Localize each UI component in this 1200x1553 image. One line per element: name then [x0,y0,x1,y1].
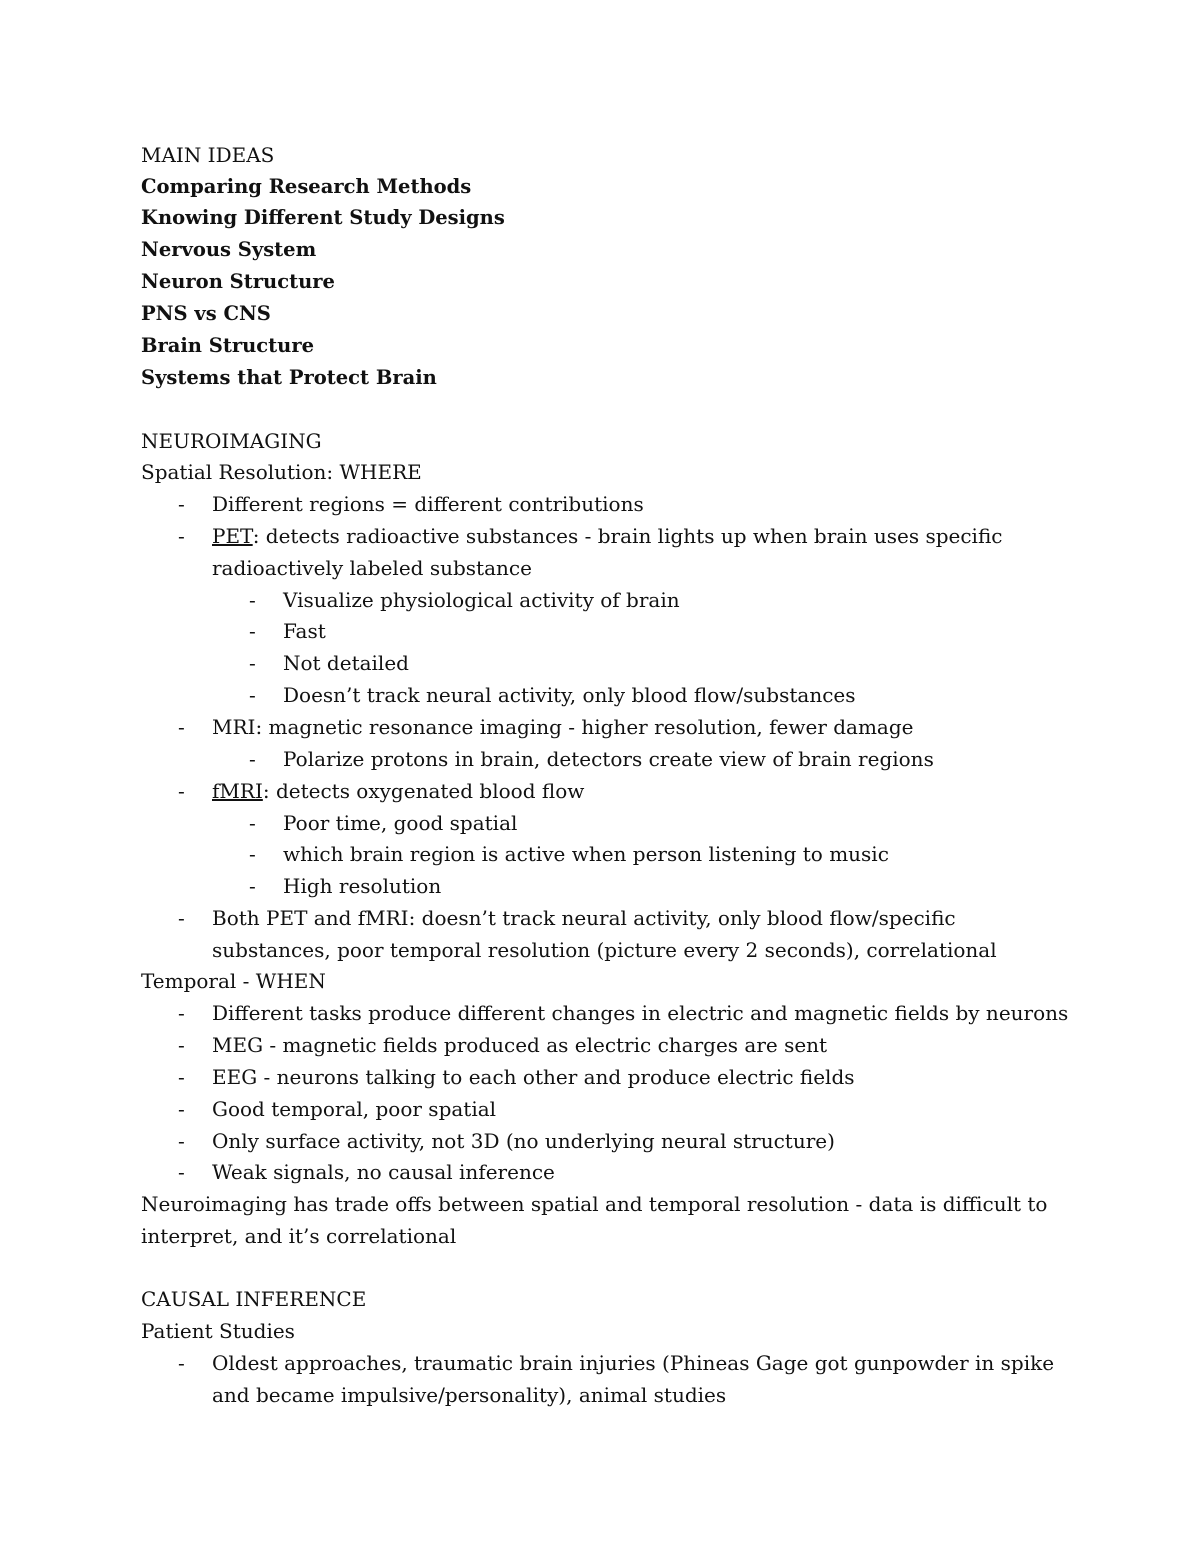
list-item: Both PET and fMRI: doesn’t track neural activity, only blood flow/specific [212,906,956,930]
main-idea-item: Knowing Different Study Designs [141,206,505,229]
main-idea-item: Systems that Protect Brain [141,366,437,389]
list-item: Different regions = different contributions [212,492,644,516]
fmri-term: fMRI [212,779,263,803]
bullet-dash: - [178,492,185,516]
bullet-dash: - [178,779,185,803]
bullet-dash: - [178,715,185,739]
list-item: Oldest approaches, traumatic brain injuries (Phineas Gage got gunpowder in spike [212,1351,1055,1375]
bullet-dash: - [249,683,256,707]
pet-description: : detects radioactive substances - brain lights up when brain uses specific [252,524,1003,548]
sub-list-item: Polarize protons in brain, detectors create view of brain regions [283,747,934,771]
bullet-dash: - [249,588,256,612]
summary-paragraph-continuation: interpret, and it’s correlational [141,1224,457,1248]
bullet-dash: - [178,524,185,548]
main-idea-item: Neuron Structure [141,270,335,293]
main-ideas-heading: MAIN IDEAS [141,143,275,167]
main-idea-item: PNS vs CNS [141,302,271,325]
summary-paragraph: Neuroimaging has trade offs between spatial and temporal resolution - data is difficult to [141,1192,1048,1216]
bullet-dash: - [178,906,185,930]
main-idea-item: Comparing Research Methods [141,175,472,198]
bullet-dash: - [249,842,256,866]
bullet-dash: - [178,1097,185,1121]
sub-list-item: High resolution [283,874,442,898]
list-item: Good temporal, poor spatial [212,1097,497,1121]
sub-list-item: Doesn’t track neural activity, only blood flow/substances [283,683,856,707]
bullet-dash: - [178,1065,185,1089]
bullet-dash: - [178,1001,185,1025]
bullet-dash: - [178,1033,185,1057]
bullet-dash: - [249,747,256,771]
causal-inference-heading: CAUSAL INFERENCE [141,1287,367,1311]
sub-list-item: Fast [283,619,326,643]
sub-list-item: Poor time, good spatial [283,811,518,835]
list-item-continuation: and became impulsive/personality), animal studies [212,1383,727,1407]
list-item-mri: MRI: magnetic resonance imaging - higher resolution, fewer damage [212,715,914,739]
neuroimaging-heading: NEUROIMAGING [141,429,322,453]
bullet-dash: - [178,1129,185,1153]
temporal-heading: Temporal - WHEN [141,969,326,993]
patient-studies-heading: Patient Studies [141,1319,295,1343]
list-item-pet [212,520,1003,552]
list-item-continuation: radioactively labeled substance [212,556,532,580]
bullet-dash: - [249,651,256,675]
sub-list-item: which brain region is active when person listening to music [283,842,889,866]
bullet-dash: - [249,619,256,643]
bullet-dash: - [249,874,256,898]
list-item: EEG - neurons talking to each other and produce electric fields [212,1065,855,1089]
list-item: Different tasks produce different changes in electric and magnetic fields by neurons [212,1001,1069,1025]
list-item: Only surface activity, not 3D (no underlying neural structure) [212,1129,835,1153]
main-idea-item: Nervous System [141,238,317,261]
sub-list-item: Not detailed [283,651,409,675]
sub-list-item: Visualize physiological activity of brain [283,588,680,612]
list-item: MEG - magnetic fields produced as electric charges are sent [212,1033,828,1057]
pet-term: PET [212,524,253,548]
list-item-fmri [212,775,584,807]
fmri-description: : detects oxygenated blood flow [262,779,585,803]
list-item: Weak signals, no causal inference [212,1160,555,1184]
main-idea-item: Brain Structure [141,334,315,357]
spatial-resolution-heading: Spatial Resolution: WHERE [141,460,422,484]
bullet-dash: - [178,1351,185,1375]
list-item-continuation: substances, poor temporal resolution (picture every 2 seconds), correlational [212,938,997,962]
bullet-dash: - [178,1160,185,1184]
bullet-dash: - [249,811,256,835]
